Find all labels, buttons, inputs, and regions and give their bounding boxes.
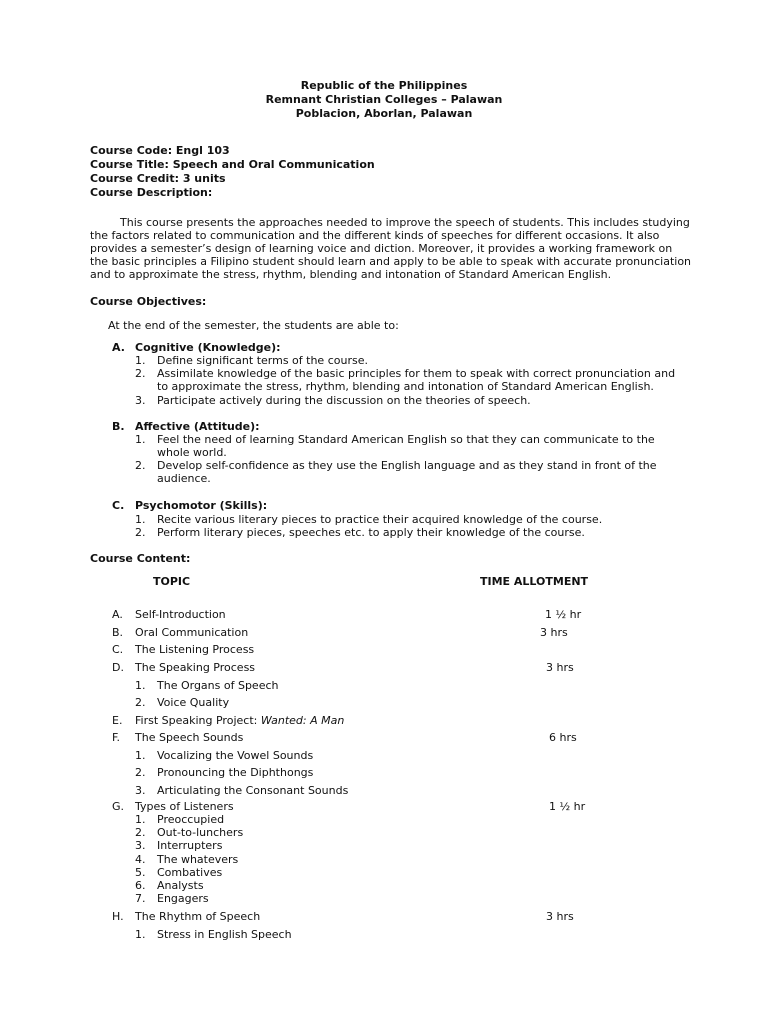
- topic-title: The Speaking Process: [135, 661, 256, 674]
- course-description-label: Course Description:: [90, 186, 213, 199]
- header-address: Poblacion, Aborlan, Palawan: [295, 107, 473, 120]
- topic-title: The Rhythm of Speech: [135, 910, 261, 923]
- objective-item-number: 2.: [135, 526, 146, 539]
- topic-letter: G.: [112, 800, 125, 813]
- objectives-intro: At the end of the semester, the students are able to:: [108, 319, 399, 332]
- objective-group-letter: A.: [112, 341, 125, 354]
- objective-group-title: Psychomotor (Skills):: [135, 499, 268, 512]
- objective-item-text: Feel the need of learning Standard American English so that they can communicate to the: [157, 433, 655, 446]
- topic-title: Self-Introduction: [135, 608, 226, 621]
- header-republic: Republic of the Philippines: [300, 79, 468, 92]
- subtopic-title: Stress in English Speech: [157, 928, 292, 941]
- topic-time: 6 hrs: [549, 731, 577, 744]
- column-header-time: TIME ALLOTMENT: [480, 575, 589, 588]
- topic-time: 1 ½ hr: [545, 608, 582, 621]
- column-header-topic: TOPIC: [153, 575, 191, 588]
- objective-item-text: Perform literary pieces, speeches etc. to apply their knowledge of the course.: [157, 526, 585, 539]
- subtopic-number: 3.: [135, 784, 146, 797]
- subtopic-number: 1.: [135, 928, 146, 941]
- subtopic-title: Voice Quality: [157, 696, 230, 709]
- topic-letter: A.: [112, 608, 123, 621]
- topic-title-italic: Wanted: A Man: [260, 714, 345, 727]
- subtopic-number: 7.: [135, 892, 146, 905]
- subtopic-number: 4.: [135, 853, 146, 866]
- objective-item-number: 1.: [135, 433, 146, 446]
- objective-item-number: 2.: [135, 459, 146, 472]
- topic-time: 3 hrs: [540, 626, 568, 639]
- subtopic-title: Preoccupied: [157, 813, 225, 826]
- objective-group-title: Cognitive (Knowledge):: [135, 341, 281, 354]
- subtopic-title: Interrupters: [157, 839, 223, 852]
- topic-letter: E.: [112, 714, 123, 727]
- header-college: Remnant Christian Colleges – Palawan: [265, 93, 503, 106]
- objective-item-text: Assimilate knowledge of the basic principles for them to speak with correct pronunciation and: [157, 367, 676, 380]
- subtopic-title: Engagers: [157, 892, 209, 905]
- objective-group-letter: B.: [112, 420, 125, 433]
- content-label: Course Content:: [90, 552, 191, 565]
- subtopic-title: The Organs of Speech: [157, 679, 279, 692]
- topic-title: [135, 714, 344, 727]
- topic-title-text: First Speaking Project:: [135, 714, 261, 727]
- subtopic-number: 1.: [135, 749, 146, 762]
- description-line: provides a semester’s design of learning voice and diction. Moreover, it provides a working framework on: [90, 242, 673, 255]
- objective-group-letter: C.: [112, 499, 125, 512]
- objective-group-title: Affective (Attitude):: [135, 420, 260, 433]
- objective-item-text: Recite various literary pieces to practice their acquired knowledge of the course.: [157, 513, 603, 526]
- subtopic-number: 5.: [135, 866, 146, 879]
- topic-letter: H.: [112, 910, 124, 923]
- objective-item-text: to approximate the stress, rhythm, blending and intonation of Standard American English.: [157, 380, 654, 393]
- topic-letter: D.: [112, 661, 124, 674]
- subtopic-number: 3.: [135, 839, 146, 852]
- topic-title: The Listening Process: [135, 643, 255, 656]
- subtopic-title: Pronouncing the Diphthongs: [157, 766, 314, 779]
- subtopic-number: 6.: [135, 879, 146, 892]
- subtopic-number: 2.: [135, 826, 146, 839]
- objective-item-text: whole world.: [157, 446, 227, 459]
- description-line: and to approximate the stress, rhythm, blending and intonation of Standard American English.: [90, 268, 612, 281]
- subtopic-title: Combatives: [157, 866, 223, 879]
- description-line: the factors related to communication and the different kinds of speeches for different occasions. It also: [90, 229, 660, 242]
- topic-title: Types of Listeners: [135, 800, 234, 813]
- topic-time: 3 hrs: [546, 910, 574, 923]
- subtopic-title: Analysts: [157, 879, 204, 892]
- objective-item-text: Develop self-confidence as they use the English language and as they stand in front of the: [157, 459, 657, 472]
- objective-item-number: 3.: [135, 394, 146, 407]
- subtopic-title: Out-to-lunchers: [157, 826, 244, 839]
- objective-item-text: audience.: [157, 472, 211, 485]
- course-title: Course Title: Speech and Oral Communication: [90, 158, 375, 171]
- subtopic-number: 1.: [135, 679, 146, 692]
- description-line: This course presents the approaches needed to improve the speech of students. This includes studying: [120, 216, 690, 229]
- topic-letter: C.: [112, 643, 124, 656]
- topic-time: 1 ½ hr: [549, 800, 586, 813]
- topic-title: Oral Communication: [135, 626, 249, 639]
- objective-item-text: Participate actively during the discussion on the theories of speech.: [157, 394, 531, 407]
- subtopic-title: The whatevers: [157, 853, 239, 866]
- objective-item-number: 2.: [135, 367, 146, 380]
- subtopic-number: 2.: [135, 766, 146, 779]
- objectives-label: Course Objectives:: [90, 295, 207, 308]
- topic-title: The Speech Sounds: [135, 731, 244, 744]
- objective-item-text: Define significant terms of the course.: [157, 354, 368, 367]
- subtopic-title: Articulating the Consonant Sounds: [157, 784, 349, 797]
- objective-item-number: 1.: [135, 354, 146, 367]
- objective-item-number: 1.: [135, 513, 146, 526]
- course-credit: Course Credit: 3 units: [90, 172, 226, 185]
- topic-letter: F.: [112, 731, 121, 744]
- description-line: the basic principles a Filipino student should learn and apply to be able to speak with accurate pronunciation: [90, 255, 692, 268]
- subtopic-title: Vocalizing the Vowel Sounds: [157, 749, 314, 762]
- topic-time: 3 hrs: [546, 661, 574, 674]
- course-code: Course Code: Engl 103: [90, 144, 230, 157]
- subtopic-number: 2.: [135, 696, 146, 709]
- subtopic-number: 1.: [135, 813, 146, 826]
- topic-letter: B.: [112, 626, 124, 639]
